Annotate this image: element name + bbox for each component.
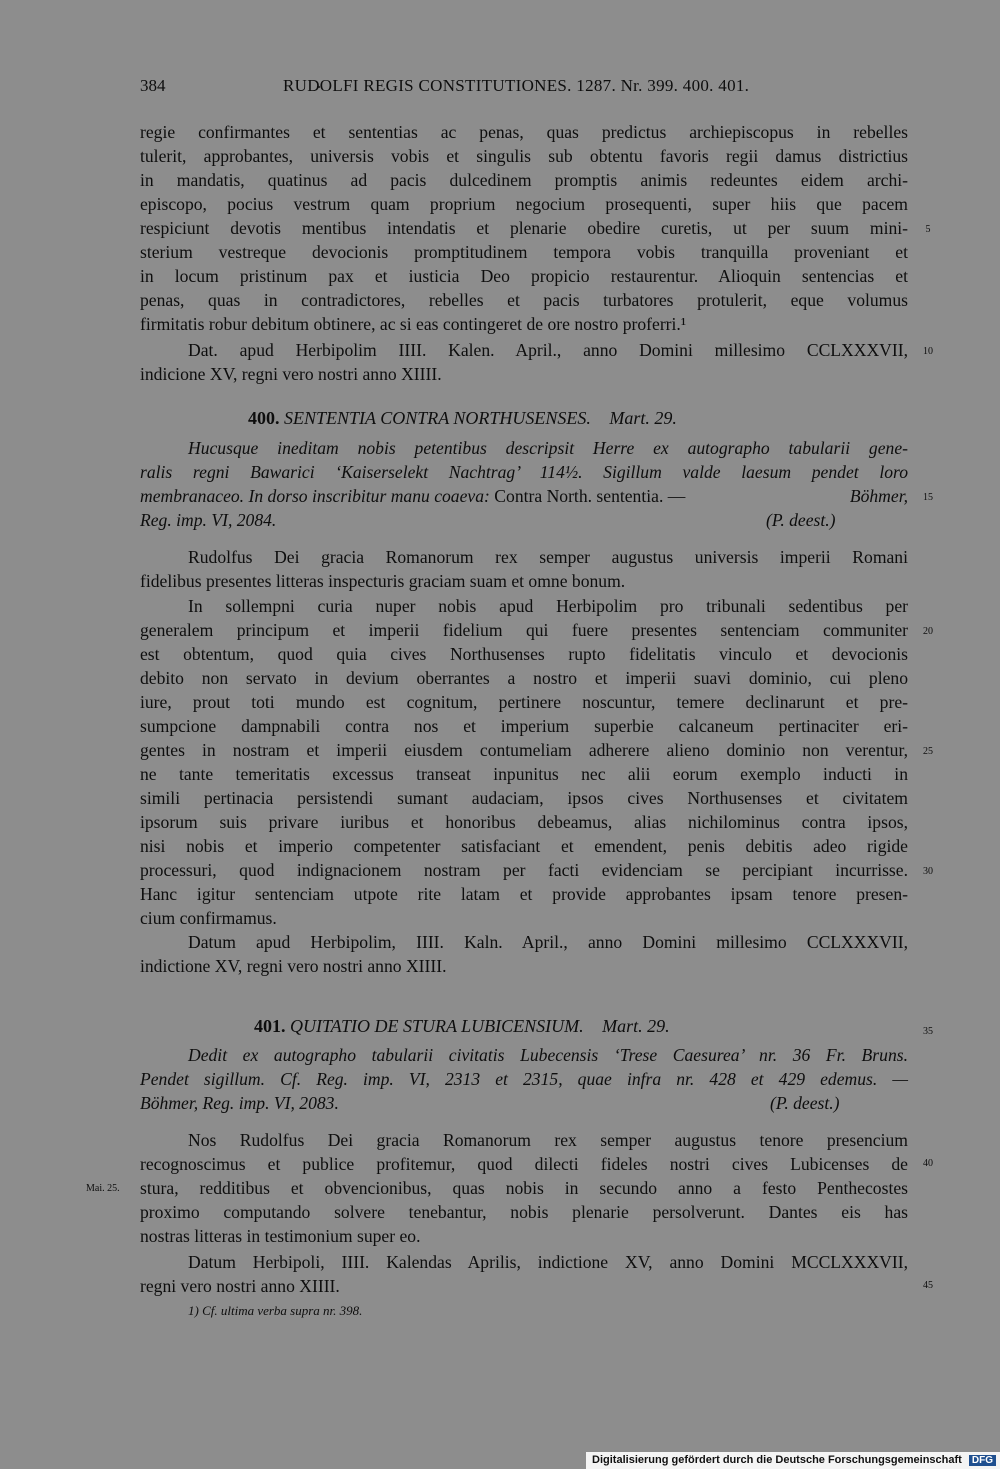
- line-number: 25: [923, 746, 933, 757]
- doc-number: 401.: [254, 1016, 286, 1036]
- editorial-note: ralis regni Bawarici ‘Kaiserselekt Nachtrag’ 114½. Sigillum valde laesum pendet loro: [140, 462, 908, 482]
- note-text: Reg. imp. VI, 2084.: [140, 510, 277, 530]
- dfg-footer-banner: [586, 1452, 1000, 1469]
- editorial-note: [140, 510, 908, 530]
- text-line: stura, redditibus et obvencionibus, quas nobis in secundo anno a festo Penthecostes: [140, 1178, 908, 1198]
- doc-401-heading: [254, 1016, 670, 1037]
- text-line: nostras litteras in testimonium super eo.: [140, 1226, 421, 1246]
- line-number: 20: [923, 626, 933, 637]
- text-line: est obtentum, quod quia cives Northusenses rupto fidelitatis vinculo et devocionis: [140, 644, 908, 664]
- dating-clause: indicione XV, regni vero nostri anno XIIII.: [140, 364, 442, 384]
- text-line: Nos Rudolfus Dei gracia Romanorum rex semper augustus tenore presencium: [188, 1130, 908, 1150]
- line-number: 30: [923, 866, 933, 877]
- note-text: Böhmer,: [849, 486, 908, 506]
- funding-text: Digitalisierung gefördert durch die Deutsche Forschungsgemeinschaft: [592, 1454, 962, 1466]
- line-number: 40: [923, 1158, 933, 1169]
- line-number: 5: [925, 224, 931, 235]
- editorial-note: [140, 1093, 908, 1113]
- dating-clause: Datum Herbipoli, IIII. Kalendas Aprilis, indictione XV, anno Domini MCCLXXXVII,: [188, 1252, 908, 1272]
- editorial-note: Pendet sigillum. Cf. Reg. imp. VI, 2313 et 2315, quae infra nr. 428 et 429 edemus. —: [140, 1069, 908, 1089]
- text-line: proximo computando solvere tenebantur, nobis plenarie persolverunt. Dantes eis has: [140, 1202, 908, 1222]
- note-text: (P. deest.): [770, 1093, 840, 1113]
- text-line: recognoscimus et publice profitemur, quod dilecti fideles nostri cives Lubicenses de: [140, 1154, 908, 1174]
- line-number: 15: [923, 492, 933, 503]
- dating-clause: Datum apud Herbipolim, IIII. Kaln. April., anno Domini millesimo CCLXXXVII,: [188, 932, 908, 952]
- text-line: cium confirmamus.: [140, 908, 277, 928]
- text-line: In sollempni curia nuper nobis apud Herbipolim pro tribunali sedentibus per: [188, 596, 908, 616]
- text-line: Hanc igitur sentenciam utpote rite latam et provide approbantes ipsam tenore presen-: [140, 884, 908, 904]
- note-text: membranaceo. In dorso inscribitur manu coaeva:: [140, 486, 490, 506]
- dfg-logo: DFG: [969, 1455, 996, 1466]
- text-line: debito non servato in devium oberrantes a nostro et imperii suavi dominio, cui pleno: [140, 668, 908, 688]
- text-line: in mandatis, quatinus ad pacis dulcedinem promptis animis redeuntes eidem archi-: [140, 170, 908, 190]
- footnote: 1) Cf. ultima verba supra nr. 398.: [188, 1303, 363, 1318]
- doc-number: 400.: [248, 408, 280, 428]
- doc-date: Mart. 29.: [602, 1016, 670, 1036]
- running-header: [140, 76, 910, 102]
- note-text: (P. deest.): [766, 510, 836, 530]
- editorial-note: Hucusque ineditam nobis petentibus descripsit Herre ex autographo tabularii gene-: [188, 438, 908, 458]
- doc-title: QUITATIO DE STURA LUBICENSIUM.: [290, 1016, 584, 1036]
- text-line: sterium vestreque devocionis promptitudinem tempora vobis tranquilla proveniant et: [140, 242, 908, 262]
- line-number: 45: [923, 1280, 933, 1291]
- text-line: ne tante temeritatis excessus transeat inpunitus nec alii eorum exemplo inducti in: [140, 764, 908, 784]
- dating-clause: indictione XV, regni vero nostri anno XIIII.: [140, 956, 447, 976]
- text-line: simili pertinacia persistendi sumant audaciam, ipsos cives Northusenses et civitatem: [140, 788, 908, 808]
- note-text: Böhmer, Reg. imp. VI, 2083.: [140, 1093, 339, 1113]
- text-line: sumpcione dampnabili contra nos et imperium superbie calcaneum pertinaciter eri-: [140, 716, 908, 736]
- text-line: in locum pristinum pax et iusticia Deo propicio restaurentur. Alioquin sentencias et: [140, 266, 908, 286]
- text-line: regie confirmantes et sententias ac penas, quas predictus archiepiscopus in rebelles: [140, 122, 908, 142]
- text-line: penas, quas in contradictores, rebelles et pacis turbatores protulerit, eque volumus: [140, 290, 908, 310]
- editorial-note: Dedit ex autographo tabularii civitatis Lubecensis ‘Trese Caesurea’ nr. 36 Fr. Bruns.: [188, 1045, 908, 1065]
- doc-400-heading: [248, 408, 677, 429]
- text-line: Rudolfus Dei gracia Romanorum rex semper augustus universis imperii Romani: [188, 547, 908, 567]
- doc-date: Mart. 29.: [609, 408, 677, 428]
- line-number: 10: [923, 346, 933, 357]
- dating-clause: Dat. apud Herbipolim IIII. Kalen. April., anno Domini millesimo CCLXXXVII,: [188, 340, 908, 360]
- dating-clause: regni vero nostri anno XIIII.: [140, 1276, 340, 1296]
- dorsal-inscription: Contra North. sententia. —: [494, 486, 686, 506]
- line-number: 35: [923, 1026, 933, 1037]
- text-line: nisi nobis et imperio competenter satisfaciant et emendent, penis debitis adeo rigide: [140, 836, 908, 856]
- editorial-note: [140, 486, 908, 506]
- text-line: generalem principum et imperii fidelium qui fuere presentes sentenciam communiter: [140, 620, 908, 640]
- text-line: gentes in nostram et imperii eiusdem contumeliam adherere alieno dominio non verentur,: [140, 740, 908, 760]
- running-title: RUDOLFI REGIS CONSTITUTIONES. 1287. Nr. 399. 400. 401.: [283, 76, 750, 95]
- page-number: 384: [140, 76, 166, 95]
- text-line: fidelibus presentes litteras inspecturis graciam suam et omne bonum.: [140, 571, 626, 591]
- text-line: respiciunt devotis mentibus intendatis et plenarie obedire curetis, ut per suum mini-: [140, 218, 908, 238]
- text-line: episcopo, pocius vestrum quam proprium negocium prosequenti, super hiis que pacem: [140, 194, 908, 214]
- text-line: firmitatis robur debitum obtinere, ac si eas contingeret de ore nostro proferri.¹: [140, 314, 687, 334]
- text-line: processuri, quod indignacionem nostram per facti evidenciam se percipiant incurrisse.: [140, 860, 908, 880]
- margin-date-note: Mai. 25.: [86, 1183, 120, 1194]
- text-line: iure, prout toti mundo est cognitum, pertinere noscuntur, temere declinarunt et pre-: [140, 692, 908, 712]
- text-line: tulerit, approbantes, universis vobis et singulis sub obtentu favoris regii damus districtius: [140, 146, 908, 166]
- doc-title: SENTENTIA CONTRA NORTHUSENSES.: [284, 408, 591, 428]
- text-line: ipsorum suis privare iuribus et honoribus debeamus, alias nichilominus contra ipsos,: [140, 812, 908, 832]
